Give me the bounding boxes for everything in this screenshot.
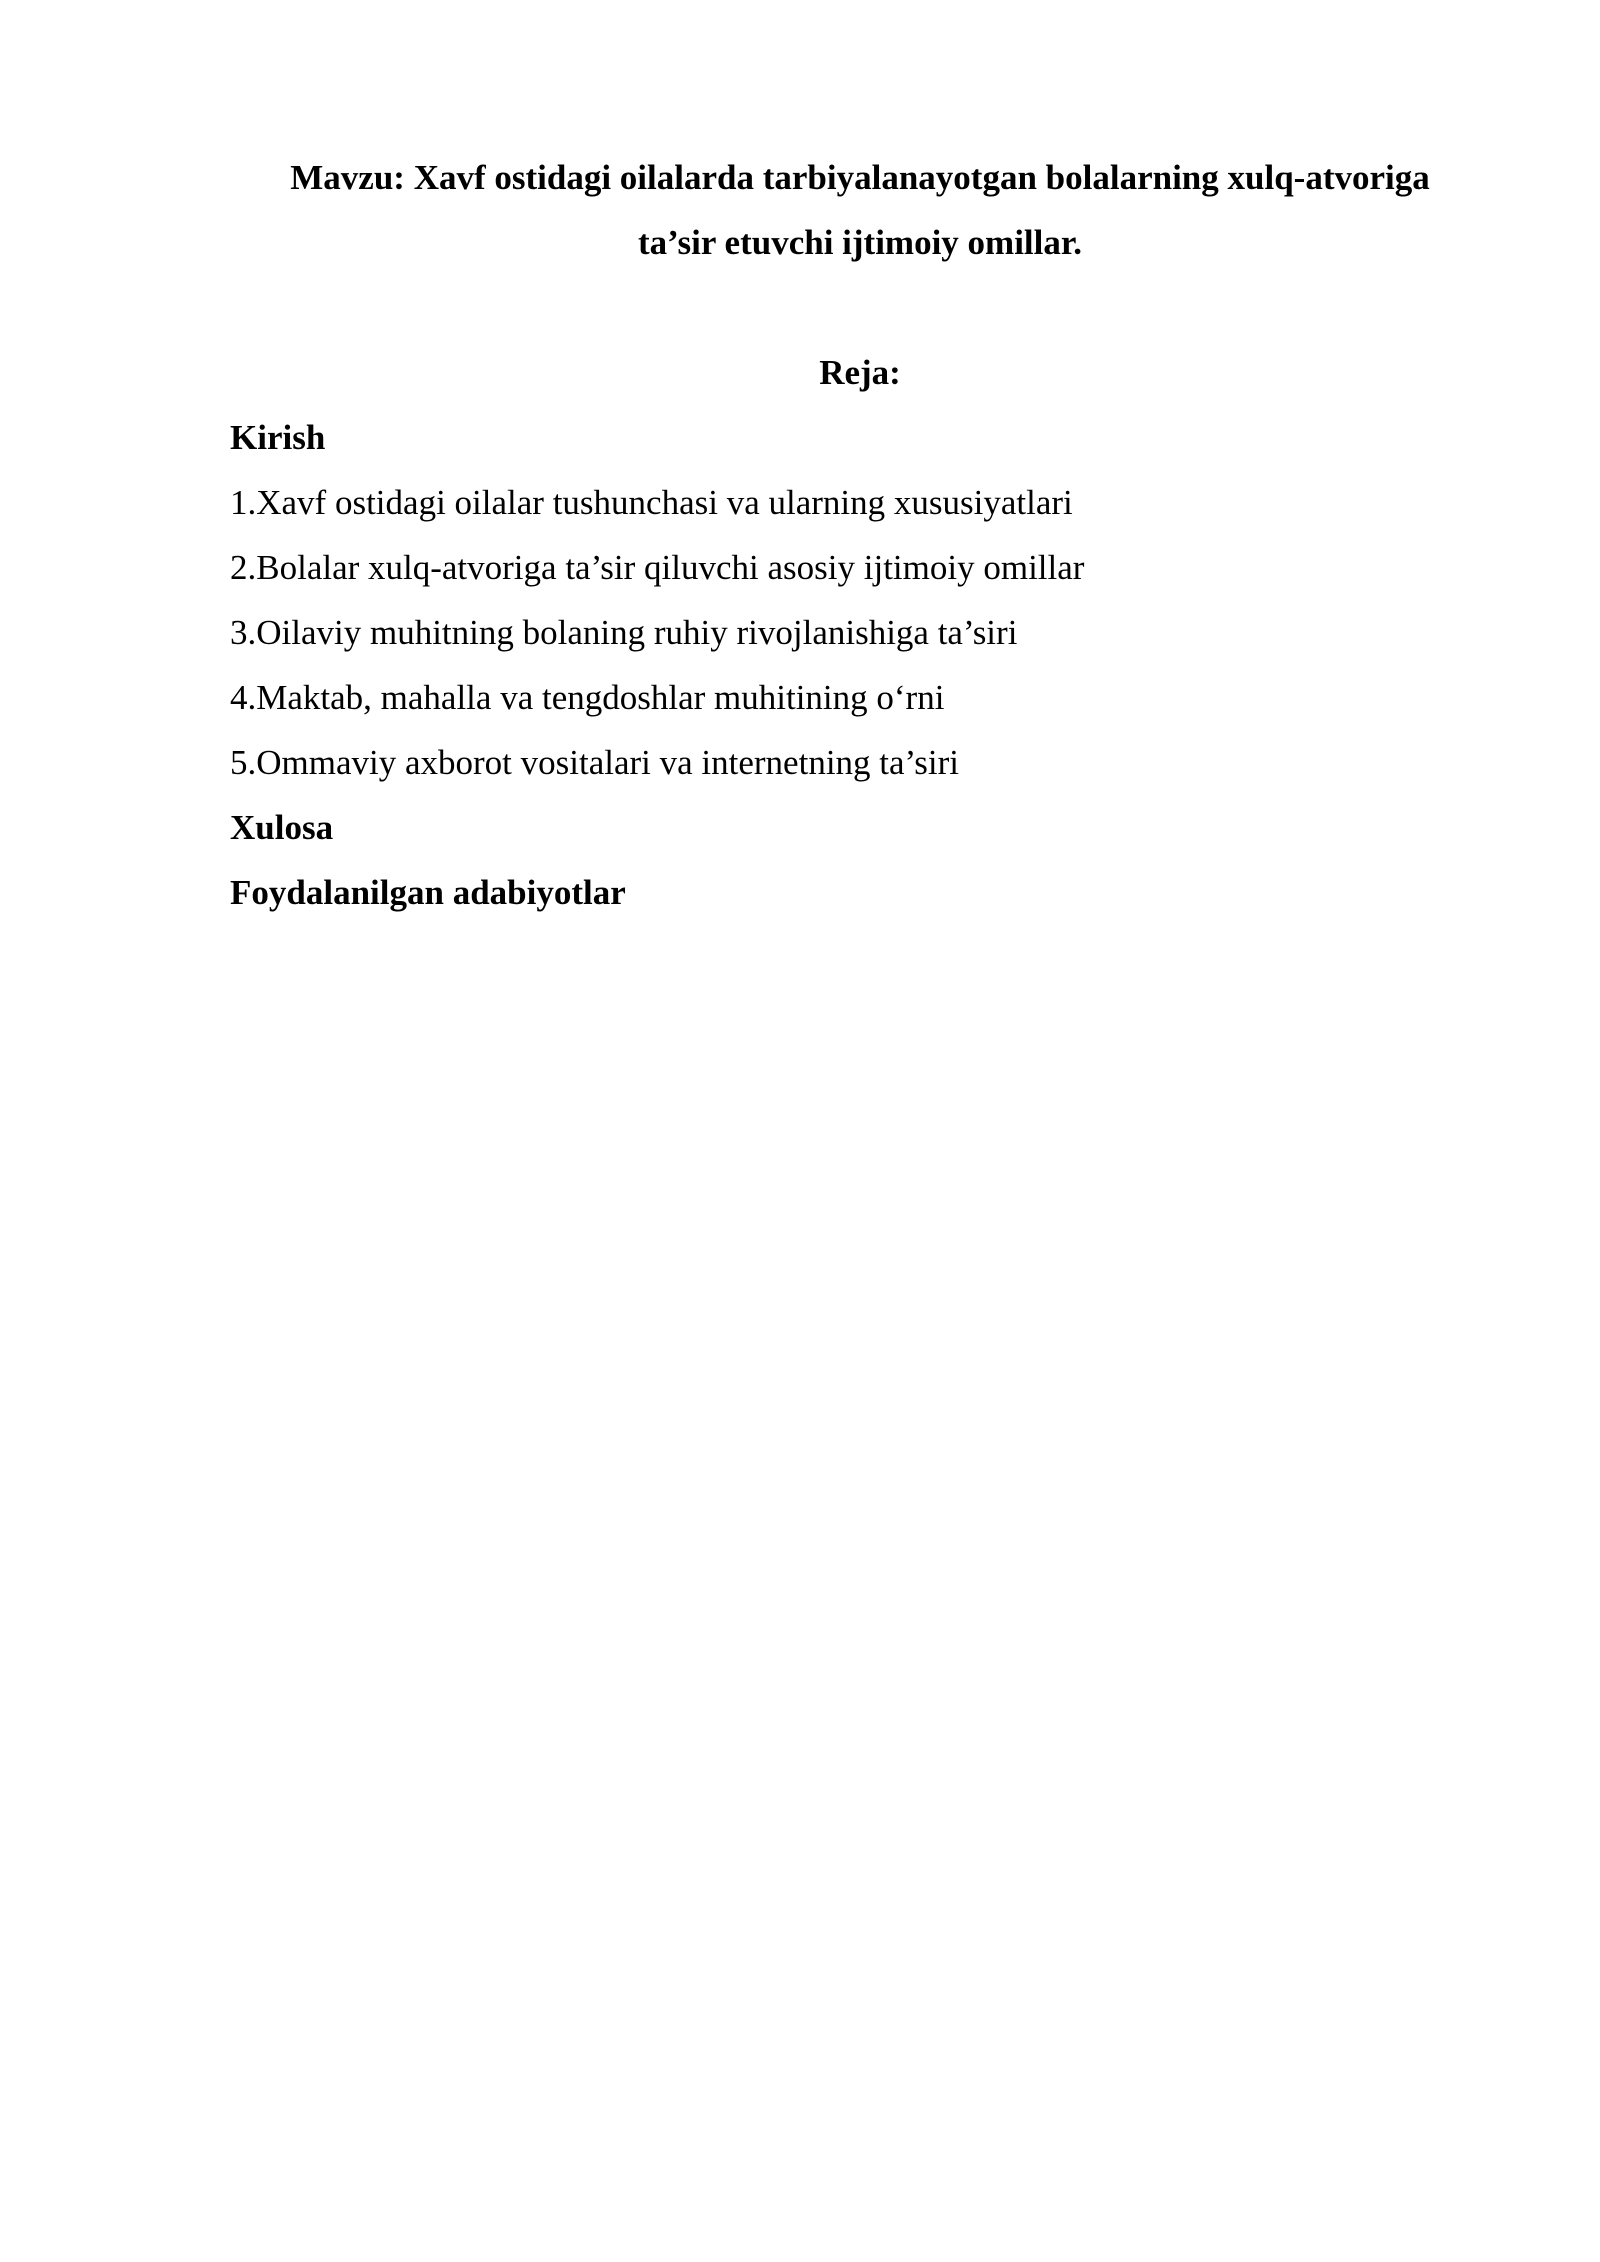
document-title xyxy=(230,145,1490,275)
plan-item-1: 1.Xavf ostidagi oilalar tushunchasi va ularning xususiyatlari xyxy=(230,483,1073,522)
plan-item-references: Foydalanilgan adabiyotlar xyxy=(230,873,626,912)
plan-item-introduction: Kirish xyxy=(230,418,326,457)
title-line-1: Mavzu: Xavf ostidagi oilalarda tarbiyalanayotgan bolalarning xulq-atvoriga xyxy=(290,158,1430,197)
plan-item-3: 3.Oilaviy muhitning bolaning ruhiy rivojlanishiga ta’siri xyxy=(230,613,1018,652)
plan-item-conclusion: Xulosa xyxy=(230,808,334,847)
plan-heading: Reja: xyxy=(819,353,901,392)
plan-list xyxy=(230,405,1490,925)
plan-item-2: 2.Bolalar xulq-atvoriga ta’sir qiluvchi asosiy ijtimoiy omillar xyxy=(230,548,1085,587)
title-line-2: ta’sir etuvchi ijtimoiy omillar. xyxy=(638,223,1082,262)
plan-item-4: 4.Maktab, mahalla va tengdoshlar muhitining o‘rni xyxy=(230,678,945,717)
plan-item-5: 5.Ommaviy axborot vositalari va internetning ta’siri xyxy=(230,743,960,782)
